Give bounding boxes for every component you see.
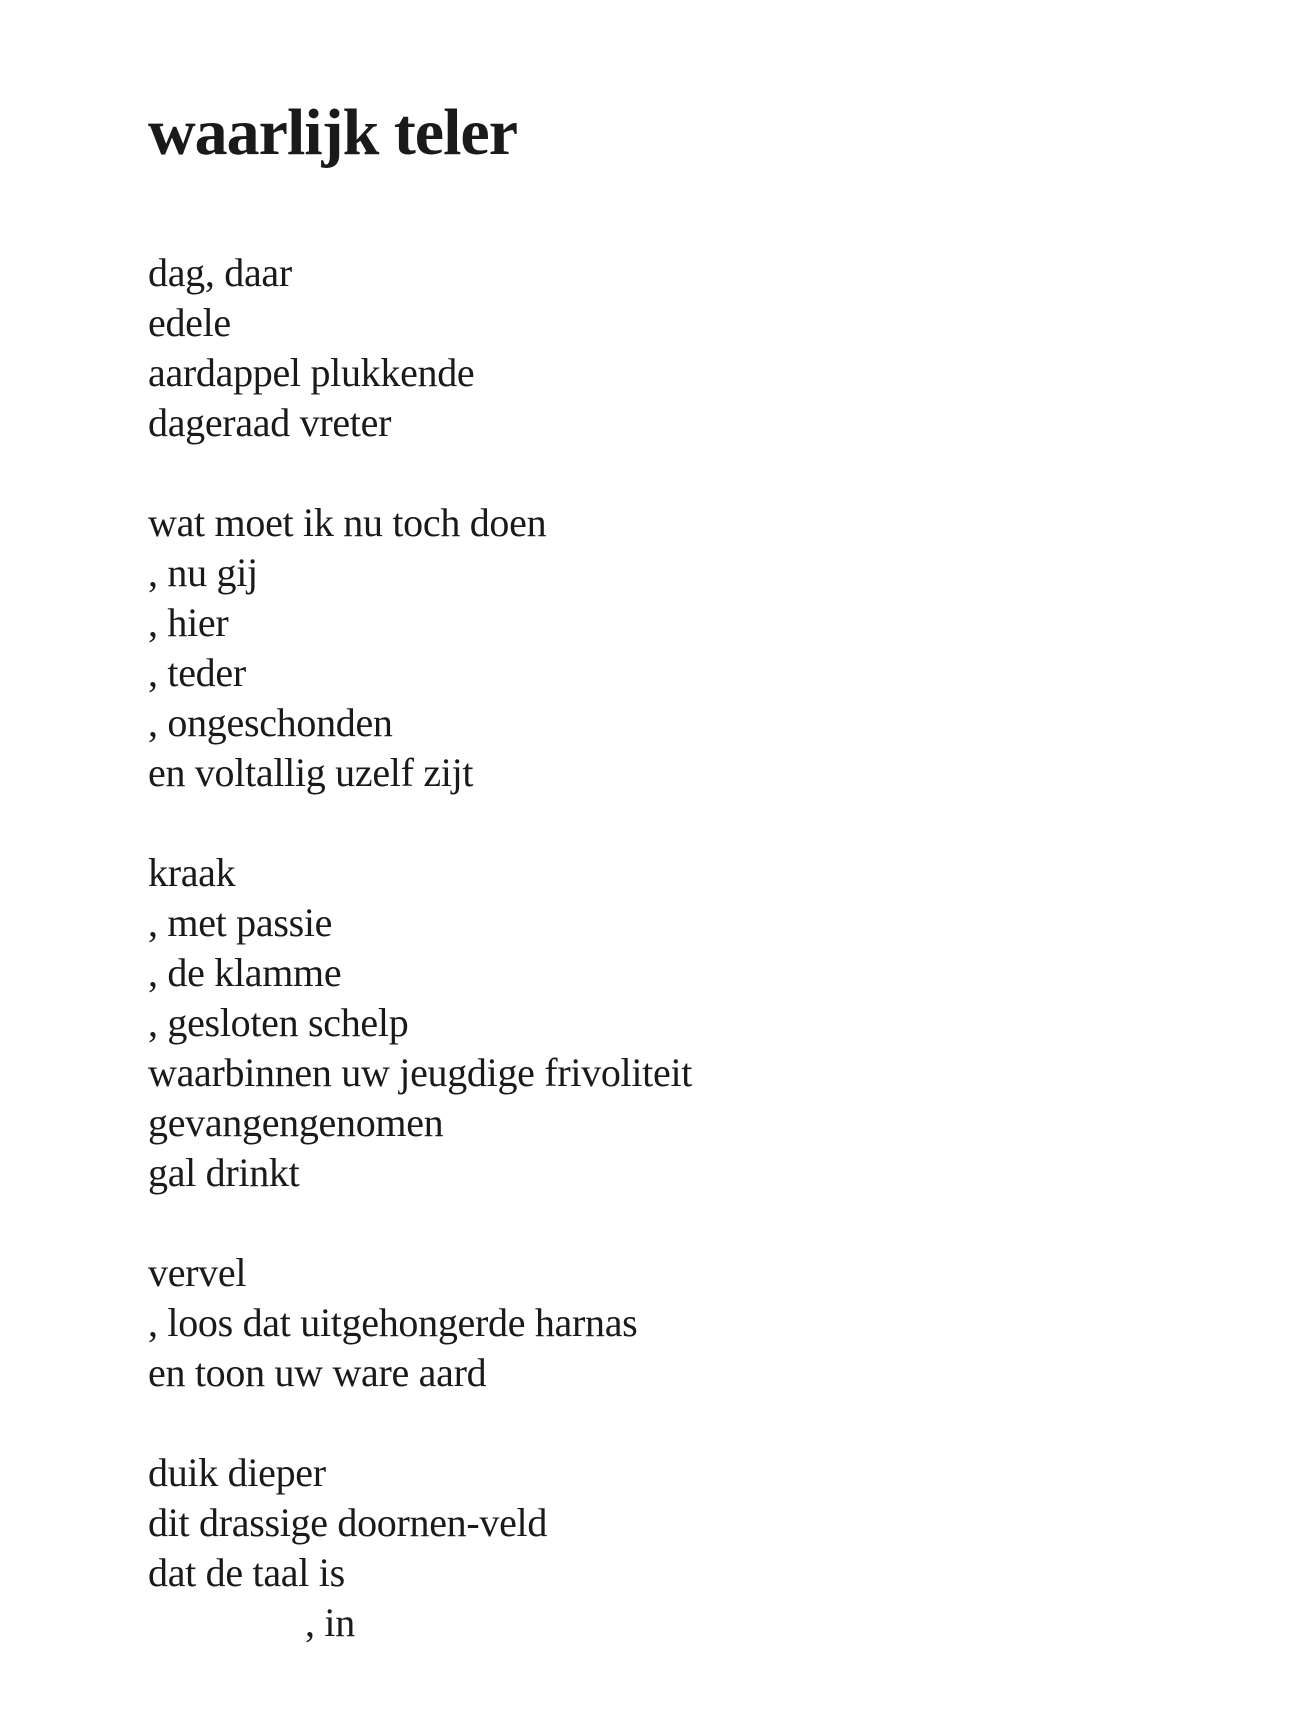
stanza-2 xyxy=(148,498,692,798)
poem-line: edele xyxy=(148,300,231,345)
poem-line: , ongeschonden xyxy=(148,700,393,745)
poem-line: gevangengenomen xyxy=(148,1100,444,1145)
poem-line: , loos dat uitgehongerde harnas xyxy=(148,1300,638,1345)
stanza-1 xyxy=(148,248,692,448)
poem-line: , gesloten schelp xyxy=(148,1000,409,1045)
poem-line: duik dieper xyxy=(148,1450,326,1495)
poem-line: aardappel plukkende xyxy=(148,350,475,395)
poem-line: kraak xyxy=(148,850,236,895)
poem-title: waarlijk teler xyxy=(148,96,518,169)
poem-line: vervel xyxy=(148,1250,247,1295)
poem-line: wat moet ik nu toch doen xyxy=(148,500,547,545)
poem-line: , nu gij xyxy=(148,550,258,595)
poem-line: , de klamme xyxy=(148,950,342,995)
poem-line: , hier xyxy=(148,600,229,645)
poem-line: , met passie xyxy=(148,900,333,945)
poem-line: en toon uw ware aard xyxy=(148,1350,487,1395)
stanza-4 xyxy=(148,1248,692,1398)
stanza-5 xyxy=(148,1448,692,1648)
poem-line: dit drassige doornen-veld xyxy=(148,1500,548,1545)
poem-line: dageraad vreter xyxy=(148,400,392,445)
poem-body xyxy=(148,248,692,1698)
poem-line: gal drinkt xyxy=(148,1150,300,1195)
poem-line: dat de taal is xyxy=(148,1550,345,1595)
poem-line: en voltallig uzelf zijt xyxy=(148,750,474,795)
poem-line: dag, daar xyxy=(148,250,292,295)
poem-line: , teder xyxy=(148,650,246,695)
poem-page xyxy=(148,0,1248,1734)
poem-line: waarbinnen uw jeugdige frivoliteit xyxy=(148,1050,693,1095)
poem-line-indented: , in xyxy=(305,1600,355,1645)
stanza-3 xyxy=(148,848,692,1198)
